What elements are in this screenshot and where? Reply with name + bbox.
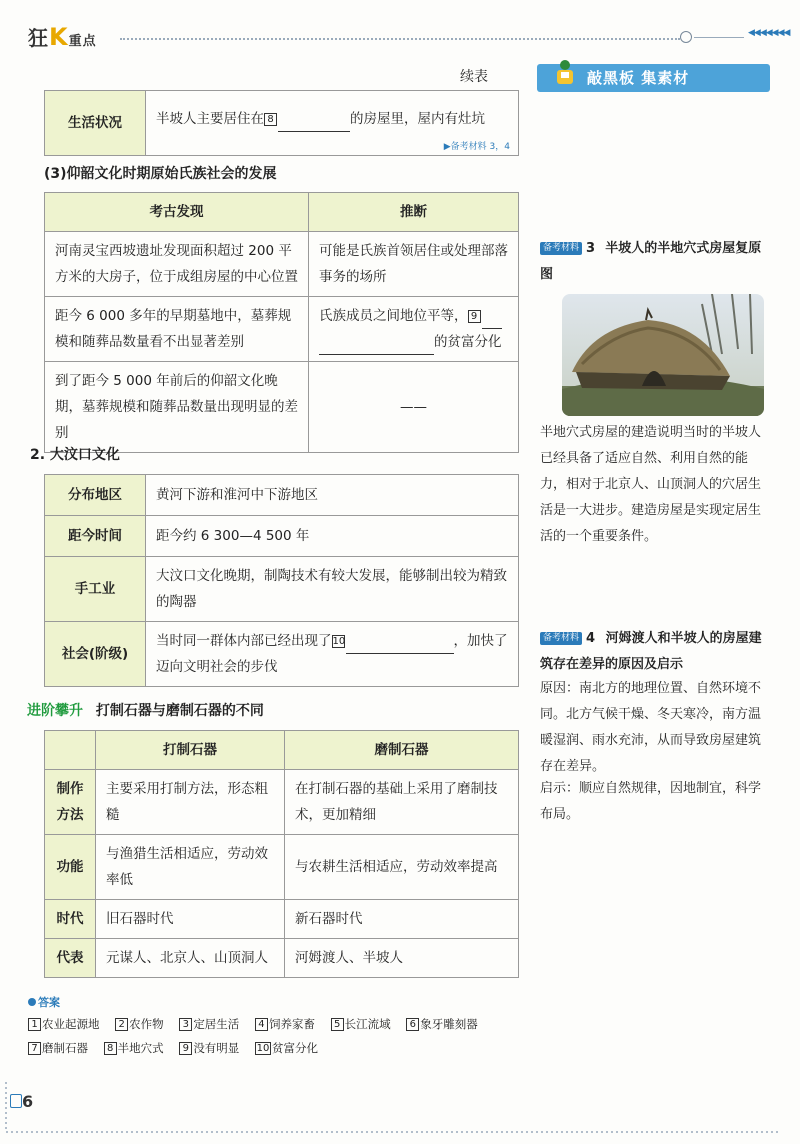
row-label: 手工业: [45, 557, 146, 622]
col-header-infer: 推断: [309, 193, 519, 232]
polished-cell: 新石器时代: [285, 900, 519, 939]
row-label: 分布地区: [45, 475, 146, 516]
material-4-insight: 启示：顺应自然规律，因地制宜，科学布局。: [540, 781, 762, 822]
polished-cell: 在打制石器的基础上采用了磨制技术，更加精细: [285, 770, 519, 835]
archaeology-table: [44, 192, 519, 453]
material-tag: 备考材料: [540, 632, 582, 645]
row-text-post: ，加快了迈向文明社会的步伐: [156, 633, 508, 675]
material-4-title: 备考材料 4 河姆渡人和半坡人的房屋建筑存在差异的原因及启示: [540, 631, 762, 672]
life-text-pre: 半坡人主要居住在: [156, 111, 264, 127]
row-label: 功能: [45, 835, 96, 900]
teacher-icon: [553, 58, 577, 88]
chipped-cell: 与渔猎生活相适应，劳动效率低: [96, 835, 285, 900]
polished-cell: 河姆渡人、半坡人: [285, 939, 519, 978]
header-arrows-icon: ◀◀◀◀◀◀◀: [748, 28, 790, 38]
polished-cell: 与农耕生活相适应，劳动效率提高: [285, 835, 519, 900]
chipped-cell: 旧石器时代: [96, 900, 285, 939]
continued-label: 续表: [460, 69, 488, 85]
infer-cell: [309, 297, 519, 362]
col-header-polished: 磨制石器: [285, 731, 519, 770]
row-label: 代表: [45, 939, 96, 978]
answer-item: 3 定居生活: [179, 1012, 239, 1036]
answer-item: 4 饲养家畜: [255, 1012, 315, 1036]
material-4-reason: 原因：南北方的地理位置、自然环境不同。北方气候干燥、冬天寒冷，南方温暖湿润、雨水充沛，从而导致房屋建筑存在差异。: [540, 681, 762, 774]
chipped-cell: 元谋人、北京人、山顶洞人: [96, 939, 285, 978]
material-3-caption: 半地穴式房屋的建造说明当时的半坡人已经具备了适应自然、利用自然的能力，相对于北京人、山顶洞人的穴居生活是一大进步。建造房屋是实现定居生活的一个重要条件。: [540, 425, 762, 544]
row-text: 大汶口文化晚期，制陶技术有较大发展，能够制出较为精致的陶器: [146, 557, 519, 622]
find-cell: 到了距今 5 000 年前后的仰韶文化晚期，墓葬规模和随葬品数量出现明显的差别: [45, 362, 309, 453]
material-3-title: 备考材料 3 半坡人的半地穴式房屋复原图: [540, 241, 762, 282]
stone-tools-table: [44, 730, 519, 978]
life-cell: [146, 91, 519, 156]
answer-item: 1 农业起源地: [28, 1012, 100, 1036]
row-label: 社会(阶级): [45, 622, 146, 687]
page-number: 6: [22, 1092, 34, 1111]
banpo-house-photo: [562, 294, 764, 416]
sidebar-title: 敲黑板 集素材: [587, 69, 690, 87]
blank-number: 8: [264, 113, 277, 126]
row-label: 时代: [45, 900, 96, 939]
answer-item: 5 长江流域: [331, 1012, 391, 1036]
advanced-title: 打制石器与磨制石器的不同: [95, 703, 264, 719]
answers-label: 答案: [28, 994, 60, 1010]
col-header-find: 考古发现: [45, 193, 309, 232]
section-title: 2. 大汶口文化: [30, 447, 120, 463]
answer-item: 8 半地穴式: [104, 1036, 164, 1060]
page-footer: [0, 1082, 800, 1144]
infer-cell: 可能是氏族首领居住或处理部落事务的场所: [309, 232, 519, 297]
answer-item: 7 磨制石器: [28, 1036, 88, 1060]
answer-item: 9 没有明显: [179, 1036, 239, 1060]
row-text: [146, 622, 519, 687]
sidebar-header: [537, 64, 770, 92]
dawenkou-table: [44, 474, 519, 687]
col-header-chipped: 打制石器: [96, 731, 285, 770]
answer-item: 6 象牙雕刻器: [406, 1012, 478, 1036]
advanced-label: 进阶攀升: [27, 703, 83, 719]
answers-list: [28, 1012, 508, 1060]
infer-text-pre: 氏族成员之间地位平等，: [319, 308, 468, 324]
fill-blank-8[interactable]: [278, 115, 350, 132]
logo-text-a: 狂: [28, 26, 49, 50]
fill-blank-10[interactable]: [346, 637, 454, 654]
corner-header: [45, 731, 96, 770]
life-table: [44, 90, 519, 156]
material-tag: 备考材料: [540, 242, 582, 255]
life-text-post: 的房屋里，屋内有灶坑: [350, 111, 485, 127]
key-icon: [28, 998, 36, 1006]
answer-item: 2 农作物: [115, 1012, 164, 1036]
fill-blank-9[interactable]: [482, 312, 502, 329]
advanced-heading: [27, 700, 264, 720]
header-dotted-rule: [120, 38, 680, 40]
section-title: (3)仰韶文化时期原始氏族社会的发展: [44, 166, 277, 182]
infer-text-post: 的贫富分化: [434, 334, 502, 350]
chipped-cell: 主要采用打制方法，形态粗糙: [96, 770, 285, 835]
row-label: 距今时间: [45, 516, 146, 557]
find-cell: 河南灵宝西坡遗址发现面积超过 200 平方米的大房子，位于成组房屋的中心位置: [45, 232, 309, 297]
header-ring-icon: [680, 31, 692, 43]
fill-blank-9-cont[interactable]: [319, 338, 434, 355]
book-icon: [10, 1094, 22, 1108]
life-label: 生活状况: [45, 91, 146, 156]
infer-cell: ——: [309, 362, 519, 453]
row-text: 黄河下游和淮河中下游地区: [146, 475, 519, 516]
row-label: 制作方法: [45, 770, 96, 835]
row-text: 距今约 6 300—4 500 年: [146, 516, 519, 557]
blank-number: 9: [468, 310, 481, 323]
blank-number: 10: [332, 635, 346, 647]
logo-text-k: K: [49, 23, 69, 51]
find-cell: 距今 6 000 多年的早期墓地中，墓葬规模和随葬品数量看不出显著差别: [45, 297, 309, 362]
reference-note: ▶备考材料 3，4: [443, 142, 510, 152]
header-rule: [694, 37, 744, 38]
row-text-pre: 当时同一群体内部已经出现了: [156, 633, 332, 649]
page-header: [28, 18, 790, 52]
brand-logo: [28, 22, 97, 51]
footer-decoration: [0, 1082, 800, 1144]
answer-item: 10 贫富分化: [256, 1041, 318, 1055]
logo-text-b: 重点: [68, 34, 97, 49]
